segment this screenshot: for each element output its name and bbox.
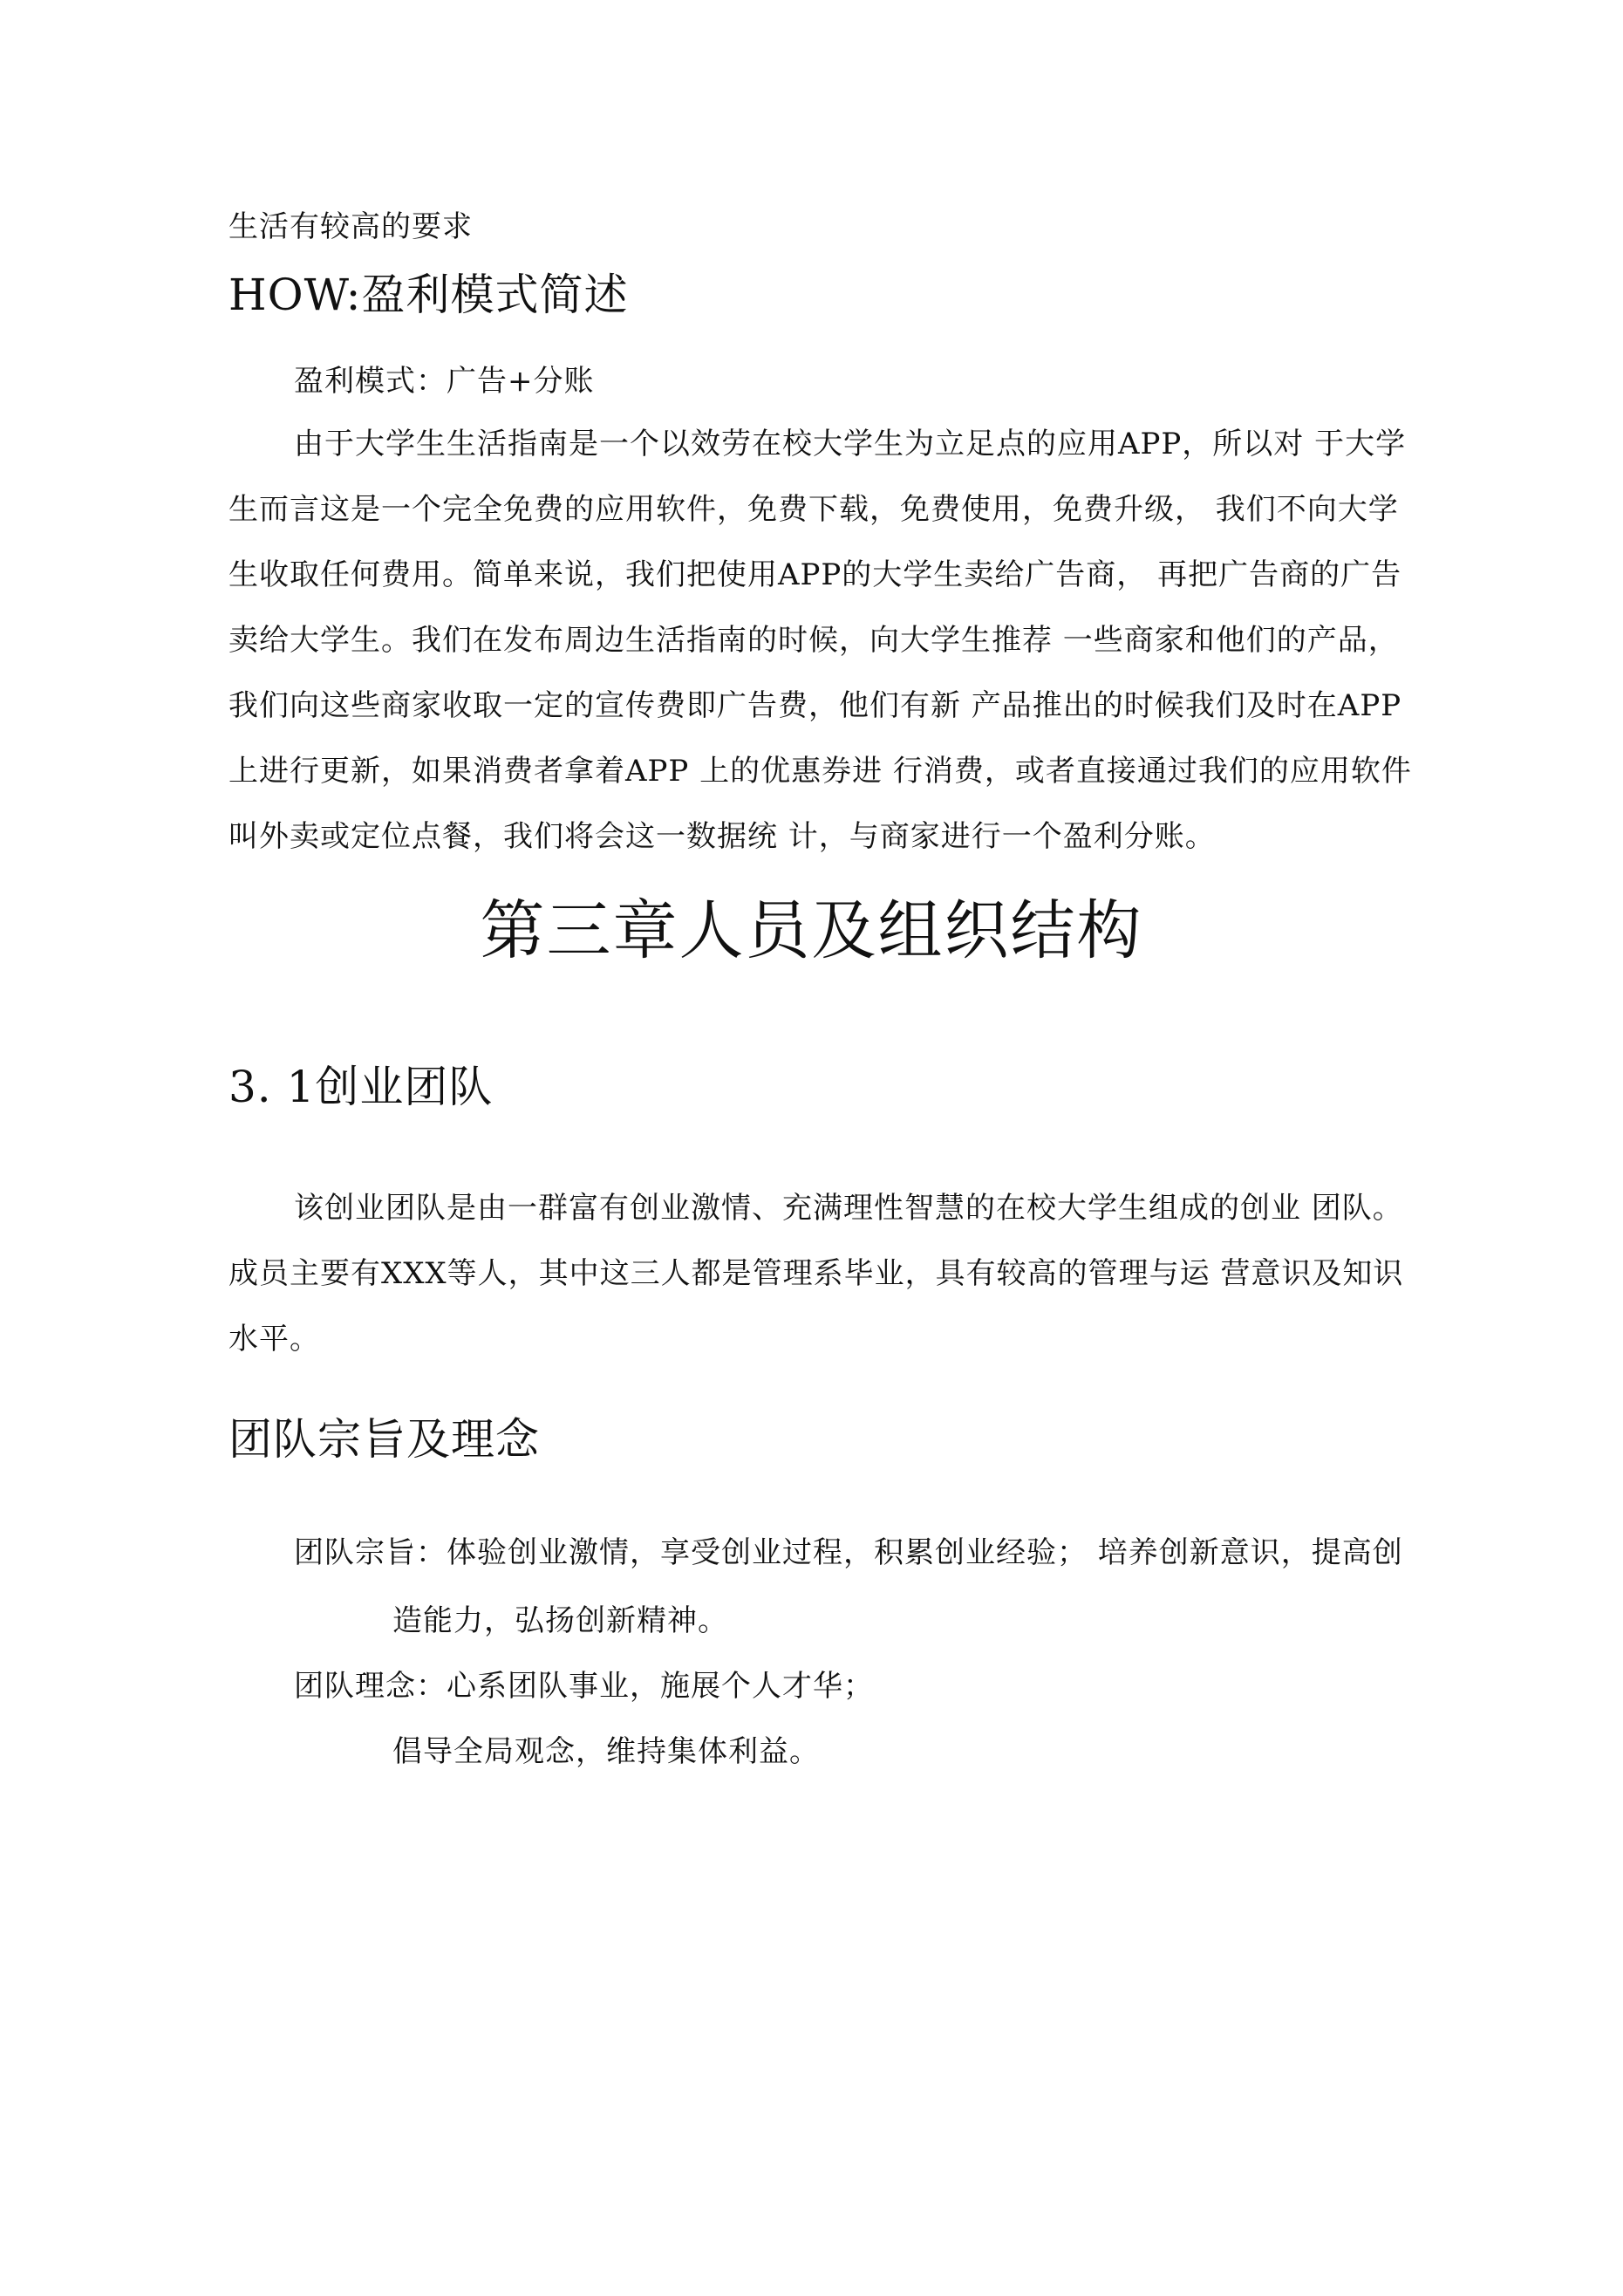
paragraph-line: 上进行更新，如果消费者拿着APP 上的优惠券进 行消费，或者直接通过我们的应用软件	[228, 754, 1412, 789]
team-concept-continuation: 倡导全局观念，维持集体利益。	[392, 1734, 820, 1769]
team-concept-line: 团队理念：心系团队事业，施展个人才华；	[294, 1669, 874, 1704]
paragraph-line: 水平。	[228, 1322, 320, 1356]
paragraph-line: 由于大学生生活指南是一个以效劳在校大学生为立足点的应用APP，所以对 于大学	[294, 427, 1407, 461]
philosophy-section-heading: 团队宗旨及理念	[228, 1414, 540, 1465]
paragraph-line: 该创业团队是由一群富有创业激情、充满理性智慧的在校大学生组成的创业 团队。	[294, 1191, 1403, 1226]
paragraph-line: 成员主要有XXX等人，其中这三人都是管理系毕业，具有较高的管理与运 营意识及知识	[228, 1256, 1404, 1291]
paragraph-line: 生收取任何费用。简单来说，我们把使用APP的大学生卖给广告商， 再把广告商的广告	[228, 557, 1402, 592]
profit-model-line: 盈利模式：广告+分账	[294, 364, 595, 399]
paragraph-line: 卖给大学生。我们在发布周边生活指南的时候，向大学生推荐 一些商家和他们的产品，	[228, 623, 1399, 658]
paragraph-line: 叫外卖或定位点餐，我们将会这一数据统 计，与商家进行一个盈利分账。	[228, 819, 1216, 854]
team-purpose-continuation: 造能力，弘扬创新精神。	[392, 1603, 728, 1638]
paragraph-line: 生而言这是一个完全免费的应用软件，免费下载，免费使用，免费升级， 我们不向大学	[228, 492, 1399, 527]
intro-tail-text: 生活有较高的要求	[228, 209, 473, 244]
how-section-heading: HOW:盈利模式简述	[228, 270, 629, 320]
team-section-heading: 3. 1创业团队	[228, 1062, 494, 1112]
team-purpose-line: 团队宗旨：体验创业激情，享受创业过程，积累创业经验； 培养创新意识，提高创	[294, 1535, 1403, 1570]
paragraph-line: 我们向这些商家收取一定的宣传费即广告费，他们有新 产品推出的时候我们及时在APP	[228, 688, 1402, 723]
chapter-title: 第三章人员及组织结构	[480, 893, 1143, 968]
